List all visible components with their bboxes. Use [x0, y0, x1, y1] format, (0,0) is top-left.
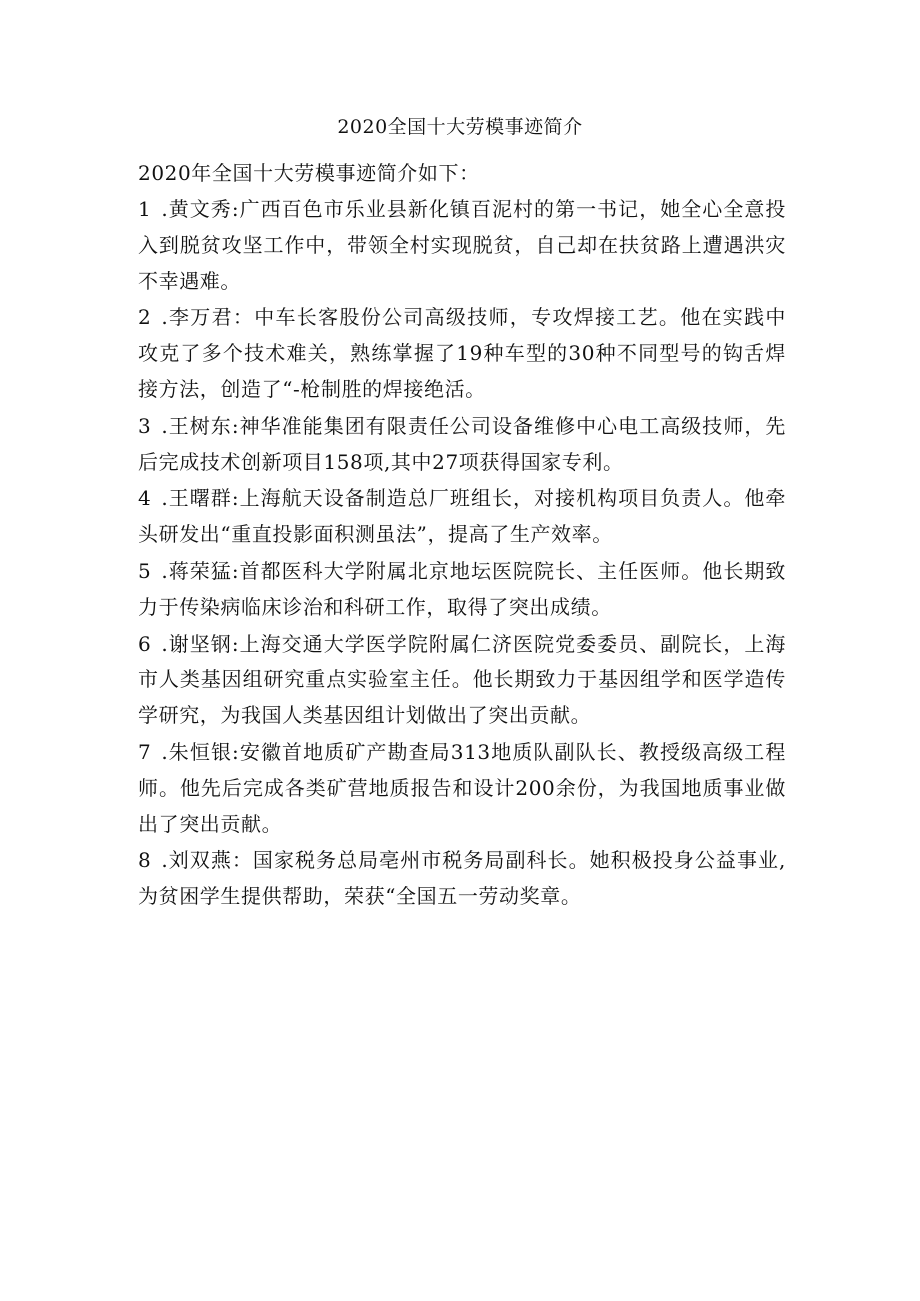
item-text: .王曙群:上海航天设备制造总厂班组长，对接机构项目负责人。他牵头研发出“重直投影面积测虽法”，提高了生产效率。	[138, 486, 786, 547]
item-text: .谢坚钢:上海交通大学医学院附属仁济医院党委委员、副院长，上海市人类基因组研究重点实验室主任。他长期致力于基因组学和医学造传学研究，为我国人类基因组计划做出了突出贡献。	[138, 631, 786, 728]
item-text: .黄文秀:广西百色市乐业县新化镇百泥村的第一书记，她全心全意投入到脱贫攻坚工作中，带领全村实现脱贫，自己却在扶贫路上遭遇洪灾不幸遇难。	[138, 197, 786, 293]
document-title: 2020全国十大劳模事迹简介	[337, 116, 583, 138]
intro-paragraph: 2020年全国十大劳模事迹简介如下：	[138, 161, 480, 185]
item-text: .刘双燕：国家税务总局亳州市税务局副科长。她积极投身公益事业,为贫困学生提供帮助，荣获“全国五一劳动奖章。	[138, 848, 786, 909]
item-text: .朱恒银:安徽首地质矿产勘查局313地质队副队长、教授级高级工程师。他先后完成各类矿营地质报告和设计200余份，为我国地质事业做出了突出贡献。	[138, 739, 786, 836]
item-text: .蒋荣猛:首都医科大学附属北京地坛医院院长、主任医师。他长期致力于传染病临床诊治和科研工作，取得了突出成绩。	[138, 558, 786, 619]
list-item	[138, 409, 786, 481]
list-item	[138, 481, 786, 553]
item-text: .李万君：中车长客股份公司高级技师，专攻焊接工艺。他在实践中攻克了多个技术难关，熟练掌握了19种车型的30种不同型号的钩舌焊接方法，创造了“-枪制胜的焊接绝活。	[138, 305, 786, 401]
item-number: 2	[138, 305, 152, 330]
item-number: 7	[138, 739, 152, 764]
list-item	[138, 300, 786, 407]
item-number: 5	[138, 558, 152, 583]
list-item	[138, 843, 786, 915]
item-text: .王树东:神华准能集团有限责任公司设备维修中心电工高级技师，先后完成技术创新项目158项,其中27项获得国家专利。	[138, 413, 786, 474]
item-number: 4	[138, 486, 152, 511]
list-item	[138, 192, 786, 299]
document-body	[138, 156, 786, 915]
list-item	[138, 627, 786, 734]
list-item	[138, 554, 786, 626]
item-number: 1	[138, 197, 152, 221]
item-number: 8	[138, 848, 152, 873]
item-number: 3	[138, 413, 152, 438]
list-item	[138, 735, 786, 842]
item-number: 6	[138, 631, 152, 656]
